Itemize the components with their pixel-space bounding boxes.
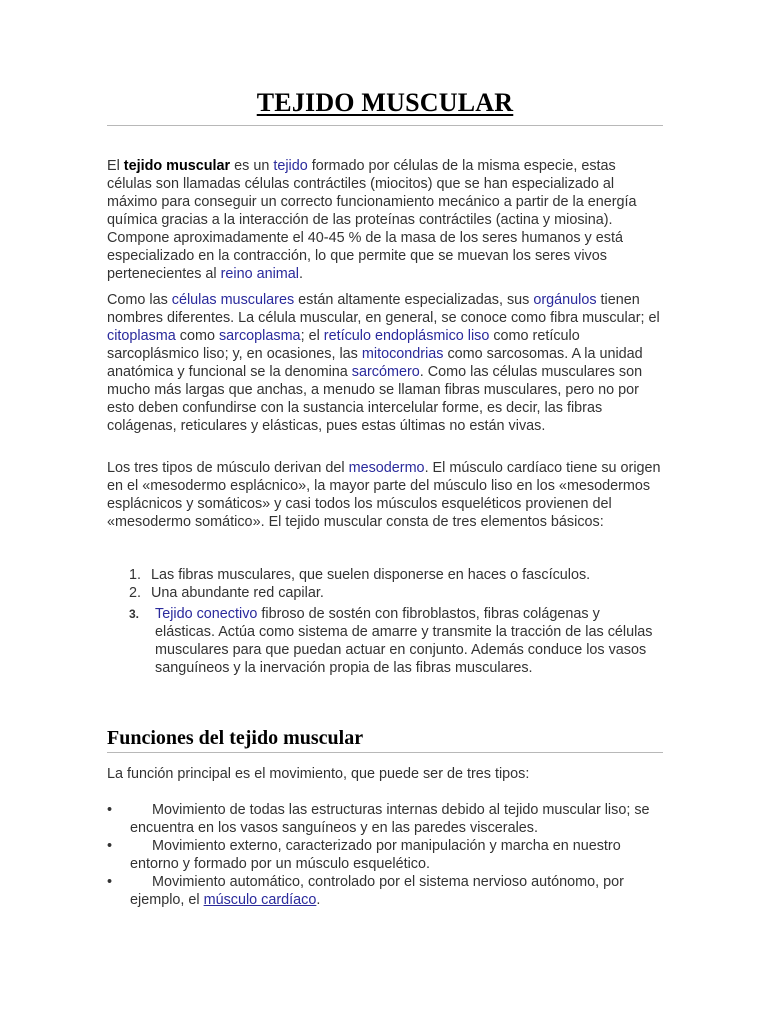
bullet-icon: • [107,802,113,818]
functions-list [107,801,663,909]
list-item-text: Tejido conectivo fibroso de sostén con fibroblastos, fibras colágenas y elásticas. Actúa como sistema de amarre y transmite la tracción de las células musculares para que puedan actuar en conjunto. Además conduce los vasos sanguíneos y la inervación propia de las fibras musculares. [155,606,653,676]
link-musculo-cardiaco[interactable]: músculo cardíaco [203,892,317,908]
list-item-text: Movimiento automático, controlado por el sistema nervioso autónomo, por ejemplo, el músculo cardíaco. [130,874,624,908]
list-item [129,605,663,677]
elements-list [129,566,663,677]
link-tejido[interactable]: tejido [273,158,308,174]
link-mesodermo[interactable]: mesodermo [348,460,425,476]
page-title: TEJIDO MUSCULAR [256,88,514,117]
organelles-paragraph: Como las células musculares están altamente especializadas, sus orgánulos tienen nombres diferentes. La célula muscular, en general, se conoce como fibra muscular; el citoplasma como sarcoplasma; el retículo endoplásmico liso como retículo sarcoplásmico liso; y, en ocasiones, las mitocondrias como sarcosomas. A la unidad anatómica y funcional se la denomina sarcómero. Como las células musculares son mucho más largas que anchas, a menudo se llaman fibras musculares, pero no por esto deben confundirse con la sustancia intercelular forme, es decir, las fibras colágenas, reticulares y elásticas, pues estas últimas no están vivas. [107,292,660,434]
title-divider [107,125,663,126]
list-item-text: Las fibras musculares, que suelen disponerse en haces o fascículos. [151,567,591,583]
bullet-icon: • [107,838,113,854]
link-sarcomero[interactable]: sarcómero [351,364,420,380]
list-item-text: Una abundante red capilar. [151,585,324,601]
list-number: 3. [129,607,140,621]
list-item-text: Movimiento de todas las estructuras internas debido al tejido muscular liso; se encuentra en los vasos sanguíneos y en las paredes viscerales. [130,802,650,836]
functions-intro: La función principal es el movimiento, que puede ser de tres tipos: [107,766,530,782]
section-heading: Funciones del tejido muscular [107,727,364,749]
link-organulos[interactable]: orgánulos [533,292,597,308]
list-item [107,837,663,873]
list-number: 2. [129,585,142,601]
list-number: 1. [129,567,142,583]
list-item [107,801,663,837]
list-item [129,584,663,602]
link-tejido-conectivo[interactable]: Tejido conectivo [155,606,258,622]
link-reticulo-endoplasmico-liso[interactable]: retículo endoplásmico liso [323,328,490,344]
list-item [107,873,663,909]
intro-paragraph: El tejido muscular es un tejido formado por células de la misma especie, estas células son llamadas células contráctiles (miocitos) que se han especializado al máximo para conseguir un correcto funcionamiento mecánico a partir de la energía química gracias a la interacción de las proteínas contráctiles (actina y miosina). Compone aproximadamente el 40-45 % de la masa de los seres humanos y está especializado en la contracción, lo que permite que se muevan los seres vivos pertenecientes al reino animal. [107,158,637,282]
link-reino-animal[interactable]: reino animal [220,266,299,282]
link-mitocondrias[interactable]: mitocondrias [361,346,444,362]
bullet-icon: • [107,874,113,890]
list-item-text: Movimiento externo, caracterizado por manipulación y marcha en nuestro entorno y formado por un músculo esquelético. [130,838,621,872]
link-celulas-musculares[interactable]: células musculares [171,292,295,308]
origin-paragraph: Los tres tipos de músculo derivan del mesodermo. El músculo cardíaco tiene su origen en el «mesodermo esplácnico», la mayor parte del músculo liso en los «mesodermos esplácnicos y somáticos» y casi todos los músculos esqueléticos provienen del «mesodermo somático». El tejido muscular consta de tres elementos básicos: [107,460,661,530]
link-citoplasma[interactable]: citoplasma [107,328,176,344]
section-divider [107,752,663,753]
bold-term: tejido muscular [123,158,231,174]
link-sarcoplasma[interactable]: sarcoplasma [218,328,301,344]
list-item [129,566,663,584]
